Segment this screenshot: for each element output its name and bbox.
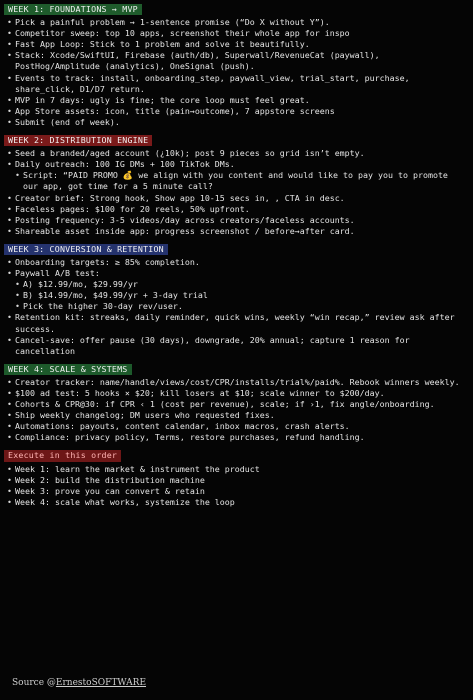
list-item: • Cohorts & CPR@30: if CPR ‹ 1 (cost per revenue), scale; if ›1, fix angle/onboarding. [6, 399, 467, 410]
list-item: • Week 2: build the distribution machine [6, 475, 467, 486]
list-item: • Paywall A/B test: [6, 268, 467, 279]
source-prefix: Source @ [12, 678, 56, 688]
list-item: • Faceless pages: $100 for 20 reels, 50% upfront. [6, 204, 467, 215]
list-item: • Stack: Xcode/SwiftUI, Firebase (auth/db), Superwall/RevenueCat (paywall), PostHog/Amplitude (analytics), OneSignal (push). [6, 50, 467, 72]
execute-heading: Execute in this order [4, 450, 121, 461]
list-item: • Posting frequency: 3-5 videos/day across creators/faceless accounts. [6, 215, 467, 226]
week-1-list [6, 17, 467, 128]
week-2-section [6, 135, 467, 237]
list-item: • App Store assets: icon, title (pain→outcome), 7 appstore screens [6, 106, 467, 117]
list-item: • Onboarding targets: ≥ 85% completion. [6, 257, 467, 268]
list-item: • Submit (end of week). [6, 117, 467, 128]
list-item: • Week 4: scale what works, systemize the loop [6, 497, 467, 508]
list-item: • Competitor sweep: top 10 apps, screenshot their whole app for inspo [6, 28, 467, 39]
list-item: • Compliance: privacy policy, Terms, restore purchases, refund handling. [6, 432, 467, 443]
list-item: • Retention kit: streaks, daily reminder, quick wins, weekly “win recap,” review ask after success. [6, 312, 467, 334]
list-item: • A) $12.99/mo, $29.99/yr [6, 279, 467, 290]
execute-list [6, 464, 467, 508]
week-2-heading: WEEK 2: DISTRIBUTION ENGINE [4, 135, 152, 146]
list-item: • Creator brief: Strong hook, Show app 10-15 secs in, , CTA in desc. [6, 193, 467, 204]
list-item: • Script: “PAID PROMO 💰 we align with you content and would like to pay you to promote our app, got time for a 5 minute call? [6, 170, 467, 192]
week-1-heading: WEEK 1: FOUNDATIONS → MVP [4, 4, 142, 15]
list-item: • B) $14.99/mo, $49.99/yr + 3-day trial [6, 290, 467, 301]
source-handle: ErnestoSOFTWARE [55, 678, 147, 688]
week-3-heading: WEEK 3: CONVERSION & RETENTION [4, 244, 168, 255]
list-item: • Seed a branded/aged account (¿10k); post 9 pieces so grid isn’t empty. [6, 148, 467, 159]
list-item: • Shareable asset inside app: progress screenshot / before→after card. [6, 226, 467, 237]
list-item: • Events to track: install, onboarding_step, paywall_view, trial_start, purchase, share_click, D1/D7 return. [6, 73, 467, 95]
week-4-heading: WEEK 4: SCALE & SYSTEMS [4, 364, 132, 375]
source-credit [12, 678, 146, 689]
week-3-list [6, 257, 467, 357]
list-item: • $100 ad test: 5 hooks × $20; kill losers at $10; scale winner to $200/day. [6, 388, 467, 399]
list-item: • Daily outreach: 100 IG DMs + 100 TikTok DMs. [6, 159, 467, 170]
list-item: • Automations: payouts, content calendar, inbox macros, crash alerts. [6, 421, 467, 432]
list-item: • Fast App Loop: Stick to 1 problem and solve it beautifully. [6, 39, 467, 50]
list-item: • Creator tracker: name/handle/views/cost/CPR/installs/trial%/paid%. Rebook winners weekly. [6, 377, 467, 388]
week-4-list [6, 377, 467, 444]
list-item: • MVP in 7 days: ugly is fine; the core loop must feel great. [6, 95, 467, 106]
list-item: • Ship weekly changelog; DM users who requested fixes. [6, 410, 467, 421]
list-item: • Pick the higher 30-day rev/user. [6, 301, 467, 312]
week-3-section [6, 244, 467, 357]
week-2-list [6, 148, 467, 237]
list-item: • Pick a painful problem → 1-sentence promise (“Do X without Y”). [6, 17, 467, 28]
list-item: • Week 1: learn the market & instrument the product [6, 464, 467, 475]
week-1-section [6, 4, 467, 128]
week-4-section [6, 364, 467, 444]
execute-section [6, 450, 467, 507]
list-item: • Week 3: prove you can convert & retain [6, 486, 467, 497]
list-item: • Cancel-save: offer pause (30 days), downgrade, 20% annual; capture 1 reason for cancellation [6, 335, 467, 357]
